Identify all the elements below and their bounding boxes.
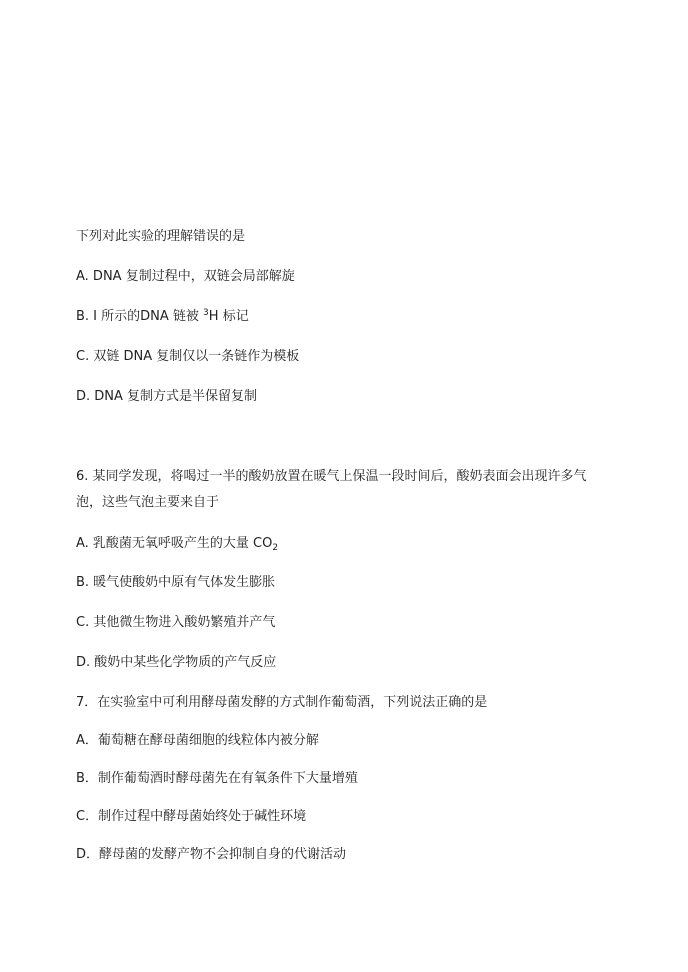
q6-option-c: C. 其他微生物进入酸奶繁殖并产气: [76, 615, 276, 630]
q5-option-b-tail: H 标记: [208, 309, 249, 324]
q5-option-a: A. DNA 复制过程中，双链会局部解旋: [76, 269, 295, 284]
q7-stem: 7．在实验室中可利用酵母菌发酵的方式制作葡萄酒，下列说法正确的是: [76, 695, 488, 710]
q6-stem-line2: 泡，这些气泡主要来自于: [76, 495, 220, 510]
q7-option-d: D．酵母菌的发酵产物不会抑制自身的代谢活动: [76, 847, 347, 862]
q7-option-c: C．制作过程中酵母菌始终处于碱性环境: [76, 809, 307, 824]
q6-stem-line1: 6. 某同学发现，将喝过一半的酸奶放置在暖气上保温一段时间后，酸奶表面会出现许多气: [76, 469, 587, 484]
q5-option-b-superscript: 3: [203, 308, 209, 318]
q6-option-b: B. 暖气使酸奶中原有气体发生膨胀: [76, 575, 276, 590]
q5-stem: 下列对此实验的理解错误的是: [76, 229, 246, 244]
q5-option-c: C. 双链 DNA 复制仅以一条链作为模板: [76, 349, 300, 364]
q5-option-b: [76, 308, 249, 325]
q6-option-d: D. 酸奶中某些化学物质的产气反应: [76, 655, 277, 670]
q7-option-b: B．制作葡萄酒时酵母菌先在有氧条件下大量增殖: [76, 771, 358, 786]
q5-option-b-text: B. Ⅰ 所示的DNA 链被: [76, 309, 204, 324]
q6-option-a-subscript: 2: [272, 543, 279, 553]
q6-option-a: [76, 535, 278, 552]
q7-option-a: A．葡萄糖在酵母菌细胞的线粒体内被分解: [76, 733, 319, 748]
q6-option-a-text: A. 乳酸菌无氧呼吸产生的大量 CO: [76, 536, 273, 551]
q5-option-d: D. DNA 复制方式是半保留复制: [76, 389, 258, 404]
